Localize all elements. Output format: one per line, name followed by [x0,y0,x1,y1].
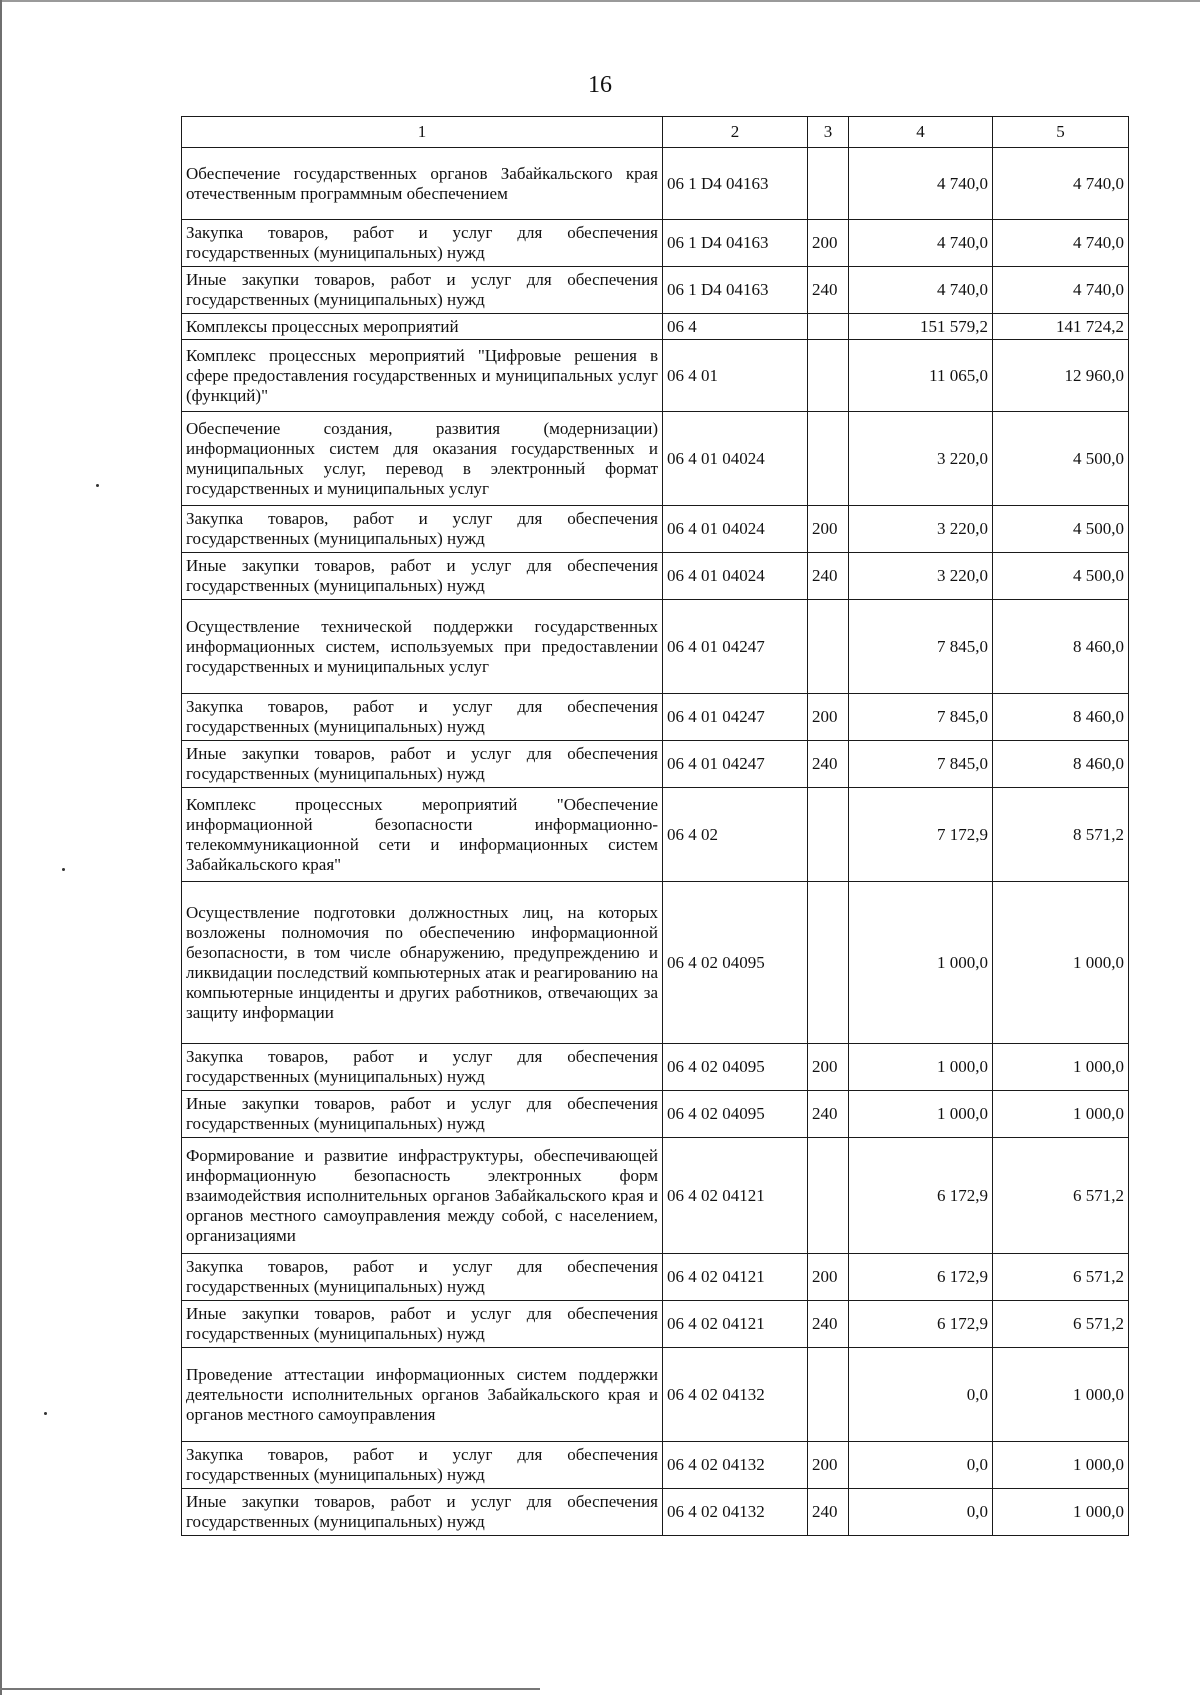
row-expense-type [808,1348,849,1442]
row-value-year2: 1 000,0 [993,882,1129,1044]
row-value-year1: 11 065,0 [849,340,993,412]
row-expense-type: 200 [808,694,849,741]
row-code: 06 4 01 04024 [663,506,808,553]
row-name: Комплекс процессных мероприятий "Цифровые решения в сфере предоставления государственных и муниципальных услуг (функций)" [182,340,663,412]
row-expense-type: 240 [808,1301,849,1348]
row-name: Иные закупки товаров, работ и услуг для обеспечения государственных (муниципальных) нужд [182,1301,663,1348]
row-name: Иные закупки товаров, работ и услуг для обеспечения государственных (муниципальных) нужд [182,553,663,600]
row-expense-type [808,340,849,412]
table-row [182,412,1129,506]
table-row [182,220,1129,267]
scan-speck [44,1412,47,1415]
row-value-year1: 0,0 [849,1489,993,1536]
row-expense-type [808,788,849,882]
row-name: Осуществление подготовки должностных лиц, на которых возложены полномочия по обеспечению информационной безопасности, в том числе обнаружению, предупреждению и ликвидации последствий компьютерных атак и реагированию на компьютерные инциденты и других работников, отвечающих за защиту информации [182,882,663,1044]
table-row [182,506,1129,553]
row-value-year2: 1 000,0 [993,1091,1129,1138]
table-row [182,694,1129,741]
row-code: 06 4 02 04095 [663,882,808,1044]
row-name: Закупка товаров, работ и услуг для обеспечения государственных (муниципальных) нужд [182,1044,663,1091]
header-row [182,117,1129,148]
row-expense-type: 200 [808,1442,849,1489]
row-code: 06 4 02 04121 [663,1254,808,1301]
table-row [182,600,1129,694]
row-value-year2: 1 000,0 [993,1442,1129,1489]
row-value-year1: 0,0 [849,1442,993,1489]
row-value-year1: 7 845,0 [849,741,993,788]
row-code: 06 4 02 04095 [663,1044,808,1091]
row-name: Закупка товаров, работ и услуг для обеспечения государственных (муниципальных) нужд [182,1254,663,1301]
page-number: 16 [588,72,612,98]
row-value-year1: 3 220,0 [849,412,993,506]
table-row [182,1348,1129,1442]
table-row [182,1091,1129,1138]
row-code: 06 4 01 04247 [663,600,808,694]
row-expense-type: 200 [808,1044,849,1091]
row-code: 06 4 02 04132 [663,1489,808,1536]
row-name: Закупка товаров, работ и услуг для обеспечения государственных (муниципальных) нужд [182,694,663,741]
header-cell-1: 1 [182,117,663,148]
table-row [182,1044,1129,1091]
row-name: Иные закупки товаров, работ и услуг для обеспечения государственных (муниципальных) нужд [182,1091,663,1138]
row-value-year2: 8 460,0 [993,600,1129,694]
row-code: 06 4 02 04132 [663,1348,808,1442]
row-code: 06 4 01 04247 [663,741,808,788]
row-expense-type [808,1138,849,1254]
row-value-year1: 4 740,0 [849,148,993,220]
table-row [182,1138,1129,1254]
row-value-year1: 6 172,9 [849,1254,993,1301]
row-value-year2: 1 000,0 [993,1348,1129,1442]
header-cell-5: 5 [993,117,1129,148]
row-code: 06 4 01 04024 [663,412,808,506]
row-value-year1: 4 740,0 [849,220,993,267]
row-name: Обеспечение создания, развития (модернизации) информационных систем для оказания государственных и муниципальных услуг, перевод в электронный формат государственных и муниципальных услуг [182,412,663,506]
scan-speck [62,868,65,871]
row-expense-type [808,412,849,506]
table-row [182,882,1129,1044]
row-name: Обеспечение государственных органов Забайкальского края отечественным программным обеспечением [182,148,663,220]
row-value-year2: 6 571,2 [993,1138,1129,1254]
header-cell-4: 4 [849,117,993,148]
row-value-year2: 1 000,0 [993,1044,1129,1091]
row-name: Проведение аттестации информационных систем поддержки деятельности исполнительных органов Забайкальского края и органов местного самоуправления [182,1348,663,1442]
header-cell-2: 2 [663,117,808,148]
row-value-year1: 4 740,0 [849,267,993,314]
budget-table [181,116,1129,1536]
row-name: Закупка товаров, работ и услуг для обеспечения государственных (муниципальных) нужд [182,220,663,267]
table-row [182,741,1129,788]
table-row [182,1442,1129,1489]
row-name: Комплексы процессных мероприятий [182,314,663,340]
row-value-year2: 4 500,0 [993,553,1129,600]
table-row [182,267,1129,314]
row-expense-type: 200 [808,1254,849,1301]
row-name: Формирование и развитие инфраструктуры, обеспечивающей информационную безопасность электронных форм взаимодействия исполнительных органов Забайкальского края и органов местного самоуправления между собой, с населением, организациями [182,1138,663,1254]
table-row [182,314,1129,340]
table-row [182,1301,1129,1348]
row-value-year1: 6 172,9 [849,1301,993,1348]
row-expense-type: 200 [808,220,849,267]
scan-edge-left [0,0,2,1695]
row-expense-type [808,600,849,694]
row-expense-type: 200 [808,506,849,553]
row-expense-type [808,882,849,1044]
row-value-year1: 7 172,9 [849,788,993,882]
row-value-year1: 3 220,0 [849,506,993,553]
row-value-year2: 4 740,0 [993,148,1129,220]
scan-edge-bottom [0,1688,540,1690]
row-value-year2: 4 740,0 [993,267,1129,314]
header-cell-3: 3 [808,117,849,148]
row-value-year1: 1 000,0 [849,1091,993,1138]
row-value-year1: 0,0 [849,1348,993,1442]
row-value-year2: 8 571,2 [993,788,1129,882]
row-code: 06 1 D4 04163 [663,267,808,314]
row-value-year2: 8 460,0 [993,694,1129,741]
row-value-year1: 7 845,0 [849,600,993,694]
row-name: Иные закупки товаров, работ и услуг для обеспечения государственных (муниципальных) нужд [182,267,663,314]
table-row [182,1254,1129,1301]
table-row [182,148,1129,220]
row-name: Закупка товаров, работ и услуг для обеспечения государственных (муниципальных) нужд [182,506,663,553]
row-code: 06 4 02 04121 [663,1301,808,1348]
row-value-year1: 7 845,0 [849,694,993,741]
row-value-year2: 6 571,2 [993,1301,1129,1348]
row-expense-type: 240 [808,267,849,314]
scan-edge-top [0,0,1200,2]
row-value-year2: 4 500,0 [993,506,1129,553]
row-code: 06 4 01 04247 [663,694,808,741]
row-code: 06 1 D4 04163 [663,148,808,220]
row-expense-type: 240 [808,741,849,788]
table-row [182,1489,1129,1536]
row-code: 06 1 D4 04163 [663,220,808,267]
table-row [182,340,1129,412]
row-code: 06 4 01 [663,340,808,412]
row-code: 06 4 02 04095 [663,1091,808,1138]
row-value-year2: 4 740,0 [993,220,1129,267]
row-name: Осуществление технической поддержки государственных информационных систем, используемых при предоставлении государственных и муниципальных услуг [182,600,663,694]
row-name: Иные закупки товаров, работ и услуг для обеспечения государственных (муниципальных) нужд [182,1489,663,1536]
row-name: Закупка товаров, работ и услуг для обеспечения государственных (муниципальных) нужд [182,1442,663,1489]
table-row [182,788,1129,882]
row-value-year2: 141 724,2 [993,314,1129,340]
row-expense-type: 240 [808,1489,849,1536]
row-code: 06 4 02 04132 [663,1442,808,1489]
row-value-year1: 1 000,0 [849,1044,993,1091]
row-expense-type: 240 [808,1091,849,1138]
row-name: Комплекс процессных мероприятий "Обеспечение информационной безопасности информационно-телекоммуникационной сети и информационных систем Забайкальского края" [182,788,663,882]
row-expense-type [808,148,849,220]
scan-speck [96,484,99,487]
row-value-year1: 151 579,2 [849,314,993,340]
row-value-year1: 6 172,9 [849,1138,993,1254]
row-value-year2: 12 960,0 [993,340,1129,412]
row-value-year2: 6 571,2 [993,1254,1129,1301]
row-code: 06 4 02 [663,788,808,882]
row-value-year1: 1 000,0 [849,882,993,1044]
row-value-year1: 3 220,0 [849,553,993,600]
row-name: Иные закупки товаров, работ и услуг для обеспечения государственных (муниципальных) нужд [182,741,663,788]
row-code: 06 4 [663,314,808,340]
table-row [182,553,1129,600]
row-code: 06 4 02 04121 [663,1138,808,1254]
row-code: 06 4 01 04024 [663,553,808,600]
row-expense-type: 240 [808,553,849,600]
row-value-year2: 1 000,0 [993,1489,1129,1536]
row-value-year2: 4 500,0 [993,412,1129,506]
row-expense-type [808,314,849,340]
row-value-year2: 8 460,0 [993,741,1129,788]
